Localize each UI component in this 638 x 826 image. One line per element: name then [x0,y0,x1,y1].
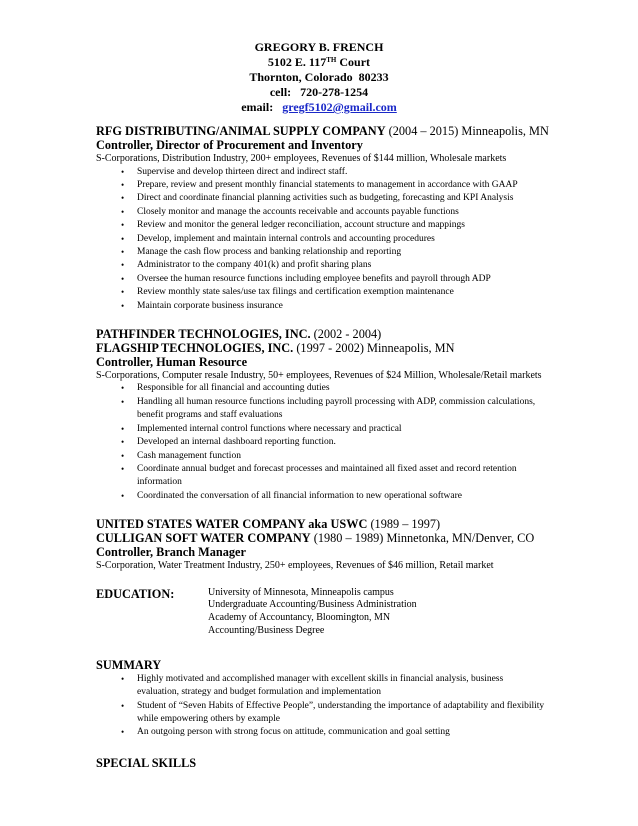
education-line: Accounting/Business Degree [208,625,325,637]
education-line: Undergraduate Accounting/Business Administration [208,599,417,611]
job-title: Controller, Director of Procurement and Inventory [96,138,363,152]
bullet-icon: • [121,450,125,461]
bullet-item: • Oversee the human resource functions including employee benefits and payroll through ADP [121,273,546,286]
education-line: University of Minnesota, Minneapolis campus [208,586,394,598]
bullet-item: • Develop, implement and maintain internal controls and accounting procedures [121,233,546,246]
company-dates: (1980 – 1989) Minnetonka, MN/Denver, CO [310,531,535,546]
bullet-icon: • [121,246,125,257]
company-description: S-Corporation, Water Treatment Industry, 250+ employees, Revenues of $46 million, Retail market [96,560,494,572]
bullet-icon: • [121,233,125,244]
bullet-icon: • [121,260,125,271]
job-title: Controller, Human Resource [96,354,248,369]
company-line [96,517,546,531]
job-entry [96,327,546,503]
company-name: FLAGSHIP TECHNOLOGIES, INC. [96,340,294,355]
education-heading: EDUCATION: [96,586,175,601]
resume-body [96,124,549,771]
company-dates: (2002 - 2004) [310,326,382,341]
company-name: RFG DISTRIBUTING/ANIMAL SUPPLY COMPANY [96,124,386,138]
company-name: UNITED STATES WATER COMPANY aka USWC [96,517,368,532]
summary-section [96,658,546,740]
bullet-icon: • [121,287,125,298]
bullet-item: • Implemented internal control functions where necessary and practical [121,423,546,436]
bullet-item: • Coordinate annual budget and forecast processes and maintained all fixed asset and record retention information [121,463,517,488]
job-entry [96,124,549,313]
company-name: CULLIGAN SOFT WATER COMPANY [96,531,311,546]
bullet-item: • Student of “Seven Habits of Effective People”, understanding the importance of adaptability and flexibility while empowering others by example [121,700,545,725]
bullet-item: • Handling all human resource functions including payroll processing with ADP, commission calculations, benefit programs and staff evaluations [121,396,536,421]
company-name: PATHFINDER TECHNOLOGIES, INC. [96,326,311,341]
education-line: Academy of Accountancy, Bloomington, MN [208,612,391,624]
email-label: email: [241,100,274,114]
bullet-icon: • [121,463,125,474]
company-line [96,327,546,341]
city-state-zip: Thornton, Colorado 80233 [249,70,389,84]
candidate-name: GREGORY B. FRENCH [254,40,384,54]
bullet-item: • Coordinated the conversation of all financial information to new operational software [121,490,546,503]
job-title: Controller, Branch Manager [96,545,246,560]
bullet-icon: • [121,300,125,311]
bullet-item: • Manage the cash flow process and banking relationship and reporting [121,246,546,259]
bullet-icon: • [121,423,125,434]
company-dates: (2004 – 2015) Minneapolis, MN [385,124,549,138]
bullet-item: • Responsible for all financial and accounting duties [121,382,546,395]
bullet-icon: • [121,166,125,177]
bullet-icon: • [121,206,125,217]
company-description: S-Corporations, Computer resale Industry, 50+ employees, Revenues of $24 Million, Wholesale/Retail markets [96,369,542,381]
education-lines [208,587,417,638]
summary-list [96,673,546,740]
bullet-item: • Review and monitor the general ledger reconciliation, account structure and mappings [121,219,546,232]
cell-phone: cell: 720-278-1254 [269,85,369,99]
email-line [0,100,638,115]
experience-section [96,124,549,573]
bullet-item: • Cash management function [121,450,546,463]
bullet-item: • Maintain corporate business insurance [121,300,546,313]
bullet-icon: • [121,220,125,231]
company-line [96,124,549,138]
company-dates: (1997 - 2002) Minneapolis, MN [293,340,455,355]
company-line [96,531,546,545]
bullet-icon: • [121,273,125,284]
bullet-icon: • [121,700,125,711]
bullet-icon: • [121,179,125,190]
bullet-icon: • [121,727,125,738]
street-address: 5102 E. 117TH Court [267,55,371,69]
bullet-item: • Prepare, review and present monthly financial statements to management in accordance with GAAP [121,179,546,192]
email-link[interactable]: gregf5102@gmail.com [282,100,397,114]
bullet-item: • An outgoing person with strong focus on attitude, communication and goal setting [121,726,546,739]
bullet-item: • Supervise and develop thirteen direct and indirect staff. [121,166,546,179]
bullet-item: • Highly motivated and accomplished manager with excellent skills in financial analysis, business evaluation, strategy and budget formulation and implementation [121,673,504,698]
bullet-icon: • [121,193,125,204]
bullet-item: • Developed an internal dashboard reporting function. [121,436,546,449]
bullet-icon: • [121,396,125,407]
contact-header [0,40,638,115]
job-entry [96,517,546,573]
bullet-icon: • [121,673,125,684]
bullet-icon: • [121,437,125,448]
duties-list [96,166,546,313]
education-section [96,587,546,638]
bullet-item: • Closely monitor and manage the accounts receivable and accounts payable functions [121,206,546,219]
bullet-icon: • [121,383,125,394]
company-line [96,341,546,355]
bullet-item: • Administrator to the company 401(k) and profit sharing plans [121,259,546,272]
special-skills-heading: SPECIAL SKILLS [96,755,197,770]
company-dates: (1989 – 1997) [367,517,441,532]
bullet-item: • Review monthly state sales/use tax filings and certification exemption maintenance [121,286,546,299]
duties-list [96,382,546,503]
summary-heading: SUMMARY [96,657,162,672]
bullet-item: • Direct and coordinate financial planning activities such as budgeting, forecasting and KPI Analysis [121,192,546,205]
company-description: S-Corporations, Distribution Industry, 200+ employees, Revenues of $144 million, Wholesale markets [96,153,507,164]
bullet-icon: • [121,490,125,501]
